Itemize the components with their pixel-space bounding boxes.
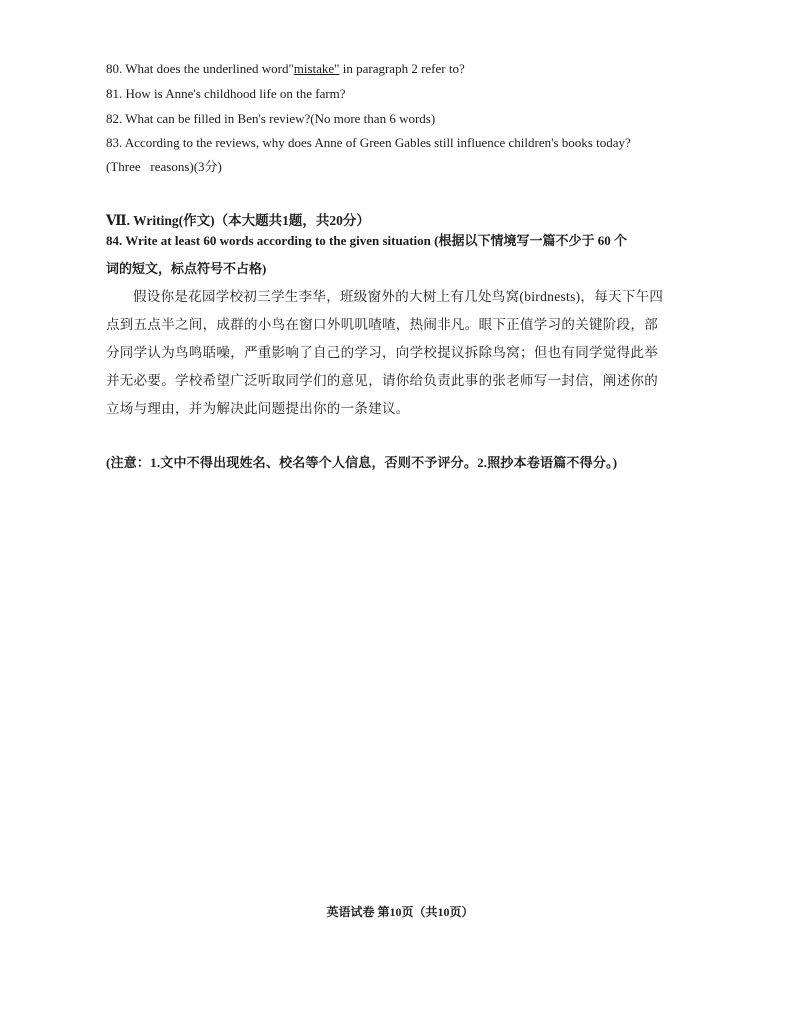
question-83-line2: (Three reasons)(3分) [106, 159, 222, 174]
question-84-line2: 词的短文，标点符号不占格) [106, 261, 267, 276]
question-83-line1: 83. According to the reviews, why does Anne of Green Gables still influence children's books today? [106, 135, 631, 150]
question-84-line1: 84. Write at least 60 words according to the given situation (根据以下情境写一篇不少于 60 个 [106, 233, 627, 248]
question-81: 81. How is Anne's childhood life on the farm? [106, 86, 346, 101]
writing-note: (注意：1.文中不得出现姓名、校名等个人信息，否则不予评分。2.照抄本卷语篇不得分。) [106, 455, 618, 470]
question-80-after: in paragraph 2 refer to? [339, 61, 465, 76]
question-80 [106, 60, 465, 77]
writing-prompt: 假设你是花园学校初三学生李华，班级窗外的大树上有几处鸟窝(birdnests)，每天下午四点到五点半之间，成群的小鸟在窗口外叽叽喳喳，热闹非凡。眼下正值学习的关键阶段，部分同学认为鸟鸣聒噪，严重影响了自己的学习，向学校提议拆除鸟窝；但也有同学觉得此举并无必要。学校希望广泛听取同学们的意见，请你给负责此事的张老师写一封信，阐述你的立场与理由，并为解决此问题提出你的一条建议。 [106, 289, 664, 416]
underlined-word: mistake" [293, 61, 340, 76]
question-80-before: 80. What does the underlined word" [106, 61, 294, 76]
page-footer: 英语试卷 第10页（共10页） [326, 905, 474, 919]
writing-section-header: Ⅶ. Writing(作文)（本大题共1题，共20分） [106, 213, 370, 228]
question-82: 82. What can be filled in Ben's review?(No more than 6 words) [106, 111, 436, 126]
